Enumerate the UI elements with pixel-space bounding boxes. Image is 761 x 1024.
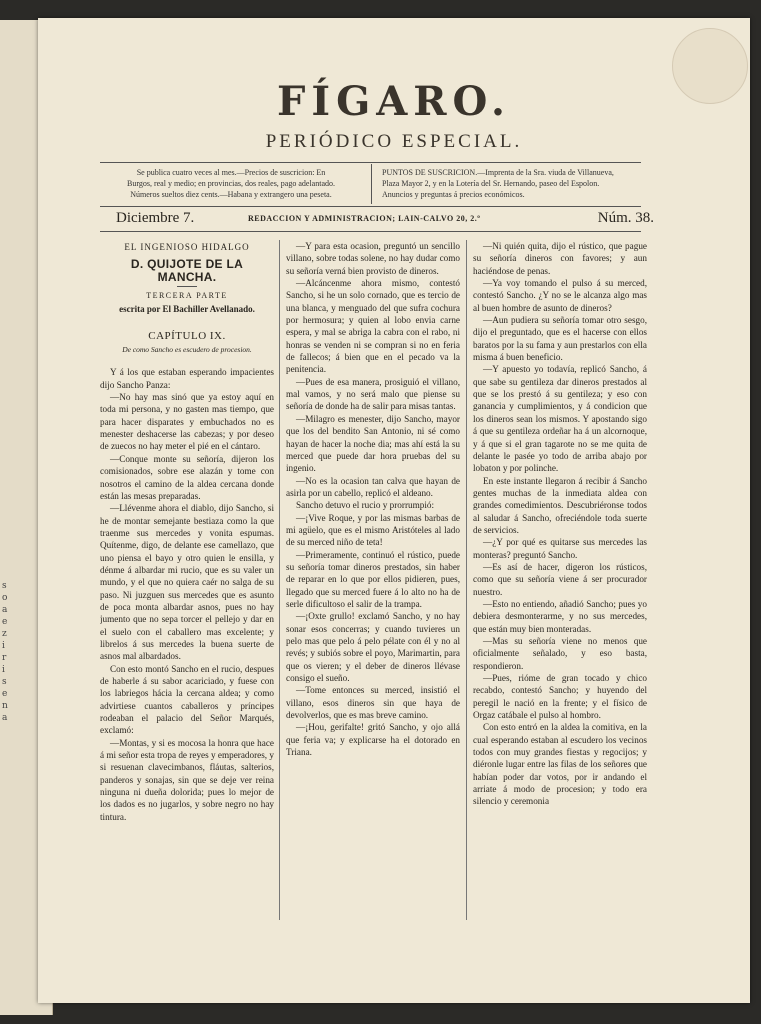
paragraph: —Ya voy tomando el pulso á su merced, contestó Sancho. ¿Y no se le alcanza algo mas al buen hombre de asunto de dineros? <box>473 278 647 313</box>
paragraph: —Montas, y si es mocosa la honra que hace á mi señor esta tropa de reyes y emperadores, y si resuenan clavecimbanos, fláutas, salterios, panderos y sonajas, sin que se deje ver reina ninguna ni dueña dolorida; pues lo mejor de los dados es no jugarlos, y sobre negro no hay tintura. <box>100 737 274 822</box>
column-divider <box>279 240 280 920</box>
chapter-heading: CAPÍTULO IX. <box>148 329 226 342</box>
paragraph: —¡Hou, gerifalte! gritó Sancho, y ojo allá que feria va; y explicarse ha el dotorado en Triana. <box>286 722 460 758</box>
title-rule <box>177 286 197 287</box>
underpage-letter: o <box>2 593 8 603</box>
paragraph: —Conque monte su señoría, dijeron los comisionados, sobre ese alazán y tome con nosotros el camino de la aldea cercana donde están las mesas preparadas. <box>100 453 274 501</box>
dateline-rule <box>100 231 641 232</box>
column-divider <box>466 240 467 920</box>
masthead-subtitle: PERIÓDICO ESPECIAL. <box>265 131 523 152</box>
paragraph: Con esto entró en la aldea la comitiva, en la cual esperando estaban al escudero los vecinos todos con muy grandes fiestas y regocijos; y diéronle lugar entre las filas de los señores que habían poder dar votos, por ir andando el arriate á modo de procesion; y todo era silencio y ceremonia <box>473 722 647 807</box>
paragraph: —¡Vive Roque, y por las mismas barbas de mi agüelo, que es el mismo Aristóteles al lado de su merced niño de teta! <box>286 512 460 548</box>
underpage-letter: s <box>2 677 7 687</box>
info-right-line: PUNTOS DE SUSCRICION.—Imprenta de la Sra. viuda de Villanueva, <box>382 168 614 177</box>
paragraph: —Llévenme ahora el diablo, dijo Sancho, si he de montar semejante bestiaza como la que traenme sus mercedes y vonita espumas. Quítenme, digo, de delante ese camellazo, que uno piensa el bayo y otro quien le ensilla, y dénme á albardar mi rucio, que es su valer un mundo, y el que no quiera caér no salga de su paso. Ni juzguen sus mercedes que es asunto de poca monta albardar asnos, pues no hay jumento que no sepa torcer el pellejo y dar en el suelo con el caballero mas excelente; y librelos á sus mercedes la buena suerte de asnos mal albardados. <box>100 503 274 662</box>
underpage-letters <box>2 580 8 724</box>
issue-number: Núm. 38. <box>597 210 654 226</box>
subscription-prices <box>100 167 362 200</box>
issue-date: Diciembre 7. <box>116 210 195 226</box>
info-divider <box>371 164 372 204</box>
underpage-letter: e <box>2 689 8 699</box>
paragraph: —No hay mas sinó que ya estoy aquí en toda mi persona, y no gasten mas tiempo, que para hacer disparates y embuchados no es menester deshacerse las cabezas; y por deseo de zuecos no hay meter el pié en el cántaro. <box>100 392 274 452</box>
column-3 <box>473 240 647 1000</box>
underpage-letter: i <box>2 665 5 675</box>
column-2-body <box>286 240 460 758</box>
underpage-letter: a <box>2 605 8 615</box>
paragraph: —Esto no entiendo, añadió Sancho; pues yo debiera desmonterarme, y no sus mercedes, que están muy bien monteradas. <box>473 598 647 634</box>
underpage-letter: e <box>2 617 8 627</box>
paragraph: —Pues de esa manera, prosiguió el villano, mal vamos, y no será malo que piense su señoría de donde ha de salir para misas tantas. <box>286 376 460 412</box>
info-bottom-rule <box>100 206 641 207</box>
paragraph: —Y apuesto yo todavía, replicó Sancho, á que sabe su gentileza dar dineros prestados al que se los prestó á su gentileza; y eso con ganancia y cumplimientos, y á condicion que los dineros sean los mismos. Y apostando sigo á que su gentileza ordeñar ha á un alcornoque, y á que si el gran tagarote no se me quita de delante le pasée yo todo de arriba abajo por lobaton y por polinche. <box>473 364 647 474</box>
article-author: escrita por El Bachiller Avellanado. <box>119 304 255 315</box>
info-right-line: Plaza Mayor 2, y en la Lotería del Sr. Hernando, paseo del Espolon. <box>382 179 600 188</box>
underpage-letter: s <box>2 581 7 591</box>
paragraph: —Alcáncenme ahora mismo, contestó Sancho, si he un solo cornado, que es tercio de una blanca, y menguado del que sufra cochura por hermosura; y quien al lobo envia carne espera, y mal se abriga la cabra con el rabo, ni honras se venden ni se compran si no en feria de fallecos; á bien que en el pecado va la penitencia. <box>286 278 460 375</box>
info-left-line: Se publica cuatro veces al mes.—Precios de suscricion: En <box>136 168 326 177</box>
paragraph: Con esto montó Sancho en el rucio, despues de haberle á su sabor acariciado, y fuese con los labriegos hácia la cercana aldea; y como advirtiese cuantos caballeros y príncipes rodeaban el palacio del Señor Marqués, exclamó: <box>100 663 274 736</box>
article-kicker: EL INGENIOSO HIDALGO <box>124 242 250 252</box>
underpage-letter: r <box>2 653 7 663</box>
article-title: D. QUIJOTE DE LA MANCHA. <box>130 257 244 284</box>
paragraph: —Mas su señoría viene no menos que oficialmente señalado, y eso basta, respondieron. <box>473 636 647 671</box>
paragraph: —Y para esta ocasion, preguntó un sencillo villano, sobre todas solene, no hay dudar como su señoría verná bien provisto de dineros. <box>286 241 460 276</box>
paragraph: En este instante llegaron á recibir á Sancho gentes muchas de la inmediata aldea con grandes comedimientos. Descubriéronse todos al saludar á Sancho, ofreciéndole toda suerte de servicios. <box>473 475 647 535</box>
info-right-line: Anuncios y preguntas á precios económicos. <box>382 190 525 199</box>
info-left-line: Burgos, real y medio; en provincias, dos reales, pago adelantado. <box>126 179 335 188</box>
paragraph: —Aun pudiera su señoría tomar otro sesgo, dijo el preguntado, que es el hacerse con ellos baratos por la su fama y aun prestarlos con ella misma á buen beneficio. <box>473 315 647 363</box>
paragraph: —Primeramente, continuó el rústico, puede su señoría tomar dineros prestados, sin haber de reparar en lo que por ellos pidieren, pues, llegado que su merced fuere á lo alto no ha de serle dificultoso el salir de la trampa. <box>286 549 460 609</box>
underpage-letter: n <box>2 701 8 711</box>
paragraph: —¿Y por qué es quitarse sus mercedes las monteras? preguntó Sancho. <box>473 537 647 560</box>
masthead-title: FÍGARO. <box>277 78 511 125</box>
top-rule <box>100 162 641 163</box>
paragraph: —Milagro es menester, dijo Sancho, mayor que los del bendito San Antonio, ni sé como hayan de hacer la noche dia; mas ahí está la su merced que puede dar hora pruebas del su ingenio. <box>286 413 460 474</box>
paragraph: —Tome entonces su merced, insistió el villano, esos dineros sin que haya de devolverlos, que es mas breve camino. <box>286 685 460 721</box>
editorial-address: REDACCION Y ADMINISTRACION; LAIN-CALVO 20, 2.º <box>248 214 481 223</box>
paragraph: —Ni quién quita, dijo el rústico, que pague su señoría dineros con favores; y aun haciéndose de penas. <box>473 241 647 276</box>
newspaper-page <box>38 18 750 1003</box>
column-3-body <box>473 240 647 808</box>
paragraph: Sancho detuvo el rucio y prorrumpió: <box>296 500 435 511</box>
column-2 <box>286 240 460 1000</box>
paragraph: —Pues, rióme de gran tocado y chico recabdo, contestó Sancho; y huyendo del peregil le nació en la frente; y el físico de Orgaz catábale el pulso al hombro. <box>473 673 647 721</box>
paragraph: —¡Oxte grullo! exclamó Sancho, y no hay sonar esos concerras; y cuando tuvieres un pelo mas que pelo á pelo pélate con él y no al revés; y subiós sobre el poyo, Marimartin, para que os vieren; y el deber de dineros llévase consigo el sueño. <box>286 611 460 684</box>
underpage-letter: i <box>2 641 5 651</box>
chapter-summary: De como Sancho es escudero de procesion. <box>122 345 252 355</box>
paragraph: —Es así de hacer, digeron los rústicos, como que su señoría viene á ser procurador nuestro. <box>473 561 647 597</box>
paragraph: —No es la ocasion tan calva que hayan de asirla por un cabello, replicó el aldeano. <box>286 475 460 498</box>
column-1 <box>100 240 274 1000</box>
article-part: TERCERA PARTE <box>146 291 228 301</box>
subscription-points <box>382 167 642 200</box>
underpage-letter: a <box>2 713 8 723</box>
underpage-letter: z <box>2 629 7 639</box>
column-1-body <box>100 366 274 823</box>
paragraph: Y á los que estaban esperando impacientes dijo Sancho Panza: <box>100 367 274 390</box>
info-left-line: Números sueltos diez cents.—Habana y extrangero una peseta. <box>130 190 332 199</box>
